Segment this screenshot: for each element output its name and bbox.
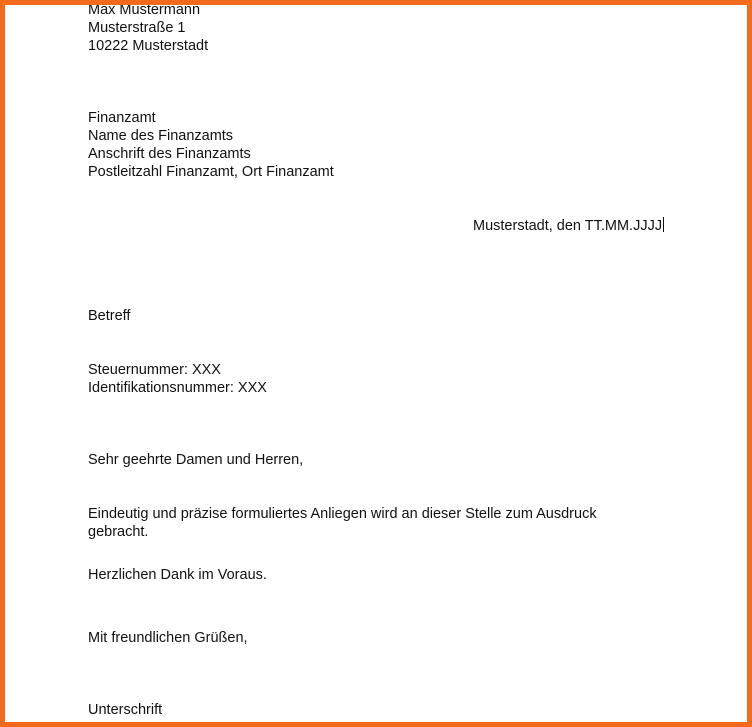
recipient-line-4: Postleitzahl Finanzamt, Ort Finanzamt (88, 164, 334, 180)
closing-line: Mit freundlichen Grüßen, (88, 630, 248, 646)
recipient-line-1: Finanzamt (88, 110, 156, 126)
tax-number: Steuernummer: XXX (88, 362, 221, 378)
body-line-1: Eindeutig und präzise formuliertes Anliegen wird an dieser Stelle zum Ausdruck (88, 506, 597, 522)
sender-street: Musterstraße 1 (88, 20, 186, 36)
body-line-2: gebracht. (88, 524, 149, 540)
recipient-line-2: Name des Finanzamts (88, 128, 234, 144)
identification-number: Identifikationsnummer: XXX (88, 380, 267, 396)
recipient-line-3: Anschrift des Finanzamts (88, 146, 251, 162)
sender-name: Max Mustermann (88, 2, 201, 18)
signature-line: Unterschrift (88, 702, 163, 718)
document-page[interactable] (5, 2, 747, 722)
sender-city: 10222 Musterstadt (88, 38, 209, 54)
date-line (473, 217, 664, 235)
text-cursor (663, 217, 664, 232)
date-text: Musterstadt, den TT.MM.JJJJ (473, 218, 663, 234)
thanks-line: Herzlichen Dank im Voraus. (88, 567, 267, 583)
subject: Betreff (88, 308, 131, 324)
salutation: Sehr geehrte Damen und Herren, (88, 452, 304, 468)
